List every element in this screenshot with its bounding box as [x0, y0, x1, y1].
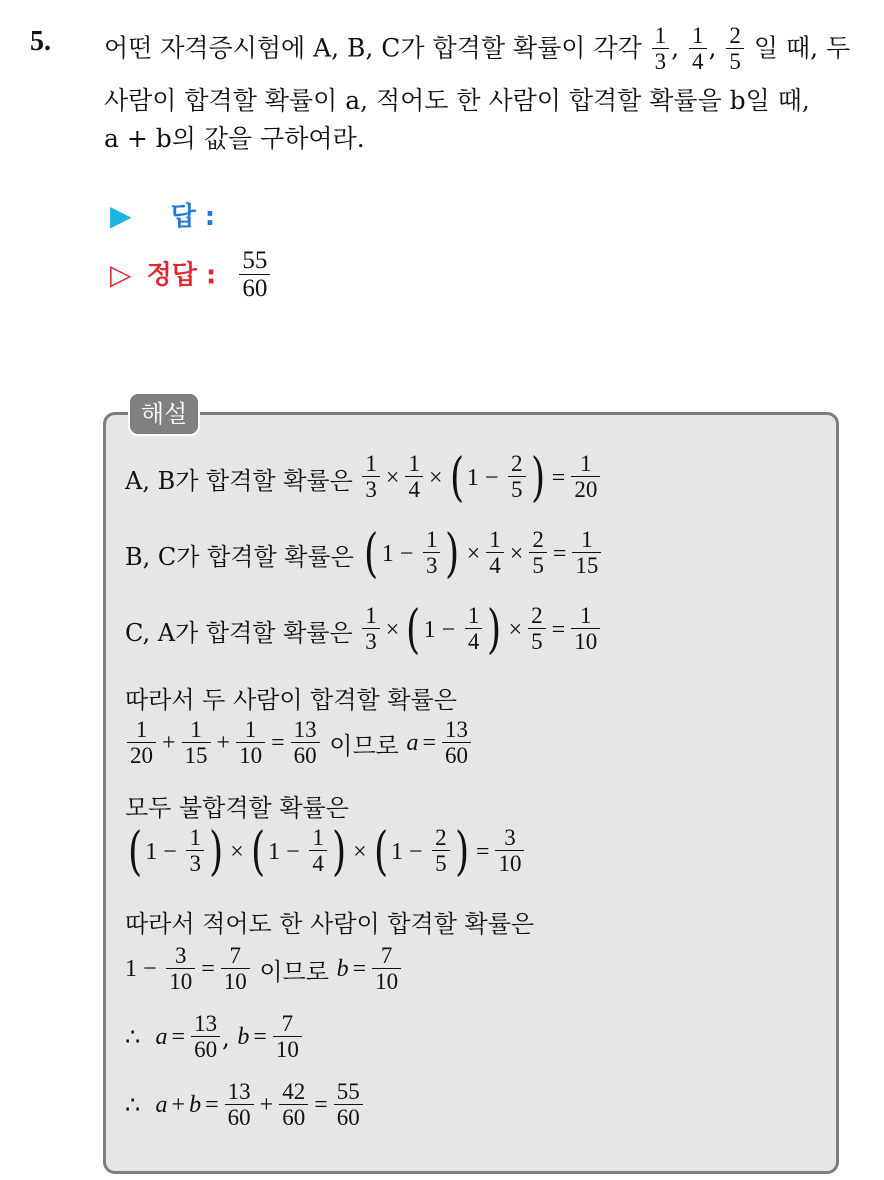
- correct-answer-row: [110, 248, 272, 304]
- answer-label: 답 :: [170, 202, 216, 232]
- question-line-3: a + b의 값을 구하여라.: [104, 124, 365, 153]
- therefore-symbol: ∴: [125, 1025, 141, 1052]
- solution-line-5: $\frac{1}{20}$ + $\frac{1}{15}$ + $\frac{1}{10}$ = $\frac{13}{60}$ 이므로 a = $\frac{13}{60}$: [125, 718, 473, 770]
- solution-tag: 해설: [128, 392, 200, 436]
- question-line-1: 어떤 자격증시험에 A, B, C가 합격할 확률이 각각 $\frac{1}{3}$ , $\frac{1}{4}$ , $\frac{2}{5}$ 일 때, 두: [104, 23, 851, 75]
- solution-line-1: A, B가 합격할 확률은 $\frac{1}{3}$ × $\frac{1}{4}$ × ( 1 − $\frac{2}{5}$ ) = $\frac{1}{20}$: [125, 452, 602, 504]
- correct-answer-value: $\frac{55}{60}$: [239, 248, 270, 304]
- question-number: 5.: [30, 26, 51, 57]
- solution-line-4: 따라서 두 사람이 합격할 확률은: [125, 686, 457, 714]
- solution-line-3: C, A가 합격할 확률은 $\frac{1}{3}$ × ( 1 − $\frac{1}{4}$ ) × $\frac{2}{5}$ = $\frac{1}{10}$: [125, 604, 602, 656]
- solution-line-9: 1 − $\frac{3}{10}$ = $\frac{7}{10}$ 이므로 b = $\frac{7}{10}$: [125, 944, 403, 996]
- fraction-a: $\frac{1}{3}$: [652, 24, 670, 76]
- therefore-symbol: ∴: [125, 1093, 141, 1120]
- solution-line-1-text: A, B가 합격할 확률은: [125, 466, 353, 495]
- solution-line-5-text: 이므로: [329, 732, 399, 761]
- solution-line-2-text: B, C가 합격할 확률은: [125, 542, 354, 571]
- question-line-2: 사람이 합격할 확률이 a, 적어도 한 사람이 합격할 확률을 b일 때,: [104, 86, 810, 115]
- solution-line-8: 따라서 적어도 한 사람이 합격할 확률은: [125, 910, 535, 938]
- question-line-1-tail: 일 때, 두: [753, 33, 851, 63]
- solution-line-3-text: C, A가 합격할 확률은: [125, 618, 353, 647]
- play-outline-icon: ▷: [110, 257, 132, 291]
- solution-line-10: ∴ a = $\frac{13}{60}$ , b = $\frac{7}{10}$: [125, 1012, 304, 1064]
- answer-row: [110, 196, 215, 233]
- question-line-1-text: 어떤 자격증시험에 A, B, C가 합격할 확률이 각각: [104, 33, 642, 63]
- play-filled-icon: ▶: [110, 199, 132, 232]
- solution-line-11: ∴ a + b = $\frac{13}{60}$ + $\frac{42}{60}$ = $\frac{55}{60}$: [125, 1080, 365, 1132]
- fraction-b: $\frac{1}{4}$: [689, 24, 707, 76]
- solution-line-7: ( 1 − $\frac{1}{3}$ ) × ( 1 − $\frac{1}{4}$ ) × ( 1 − $\frac{2}{5}$ ) = $\frac{3}{10}$: [125, 826, 526, 878]
- fraction-c: $\frac{2}{5}$: [726, 24, 744, 76]
- correct-answer-label: 정답 :: [146, 260, 217, 291]
- solution-line-9-text: 이므로: [259, 958, 329, 987]
- solution-line-6: 모두 불합격할 확률은: [125, 794, 349, 822]
- solution-line-2: B, C가 합격할 확률은 ( 1 − $\frac{1}{3}$ ) × $\frac{1}{4}$ × $\frac{2}{5}$ = $\frac{1}{15}$: [125, 528, 603, 580]
